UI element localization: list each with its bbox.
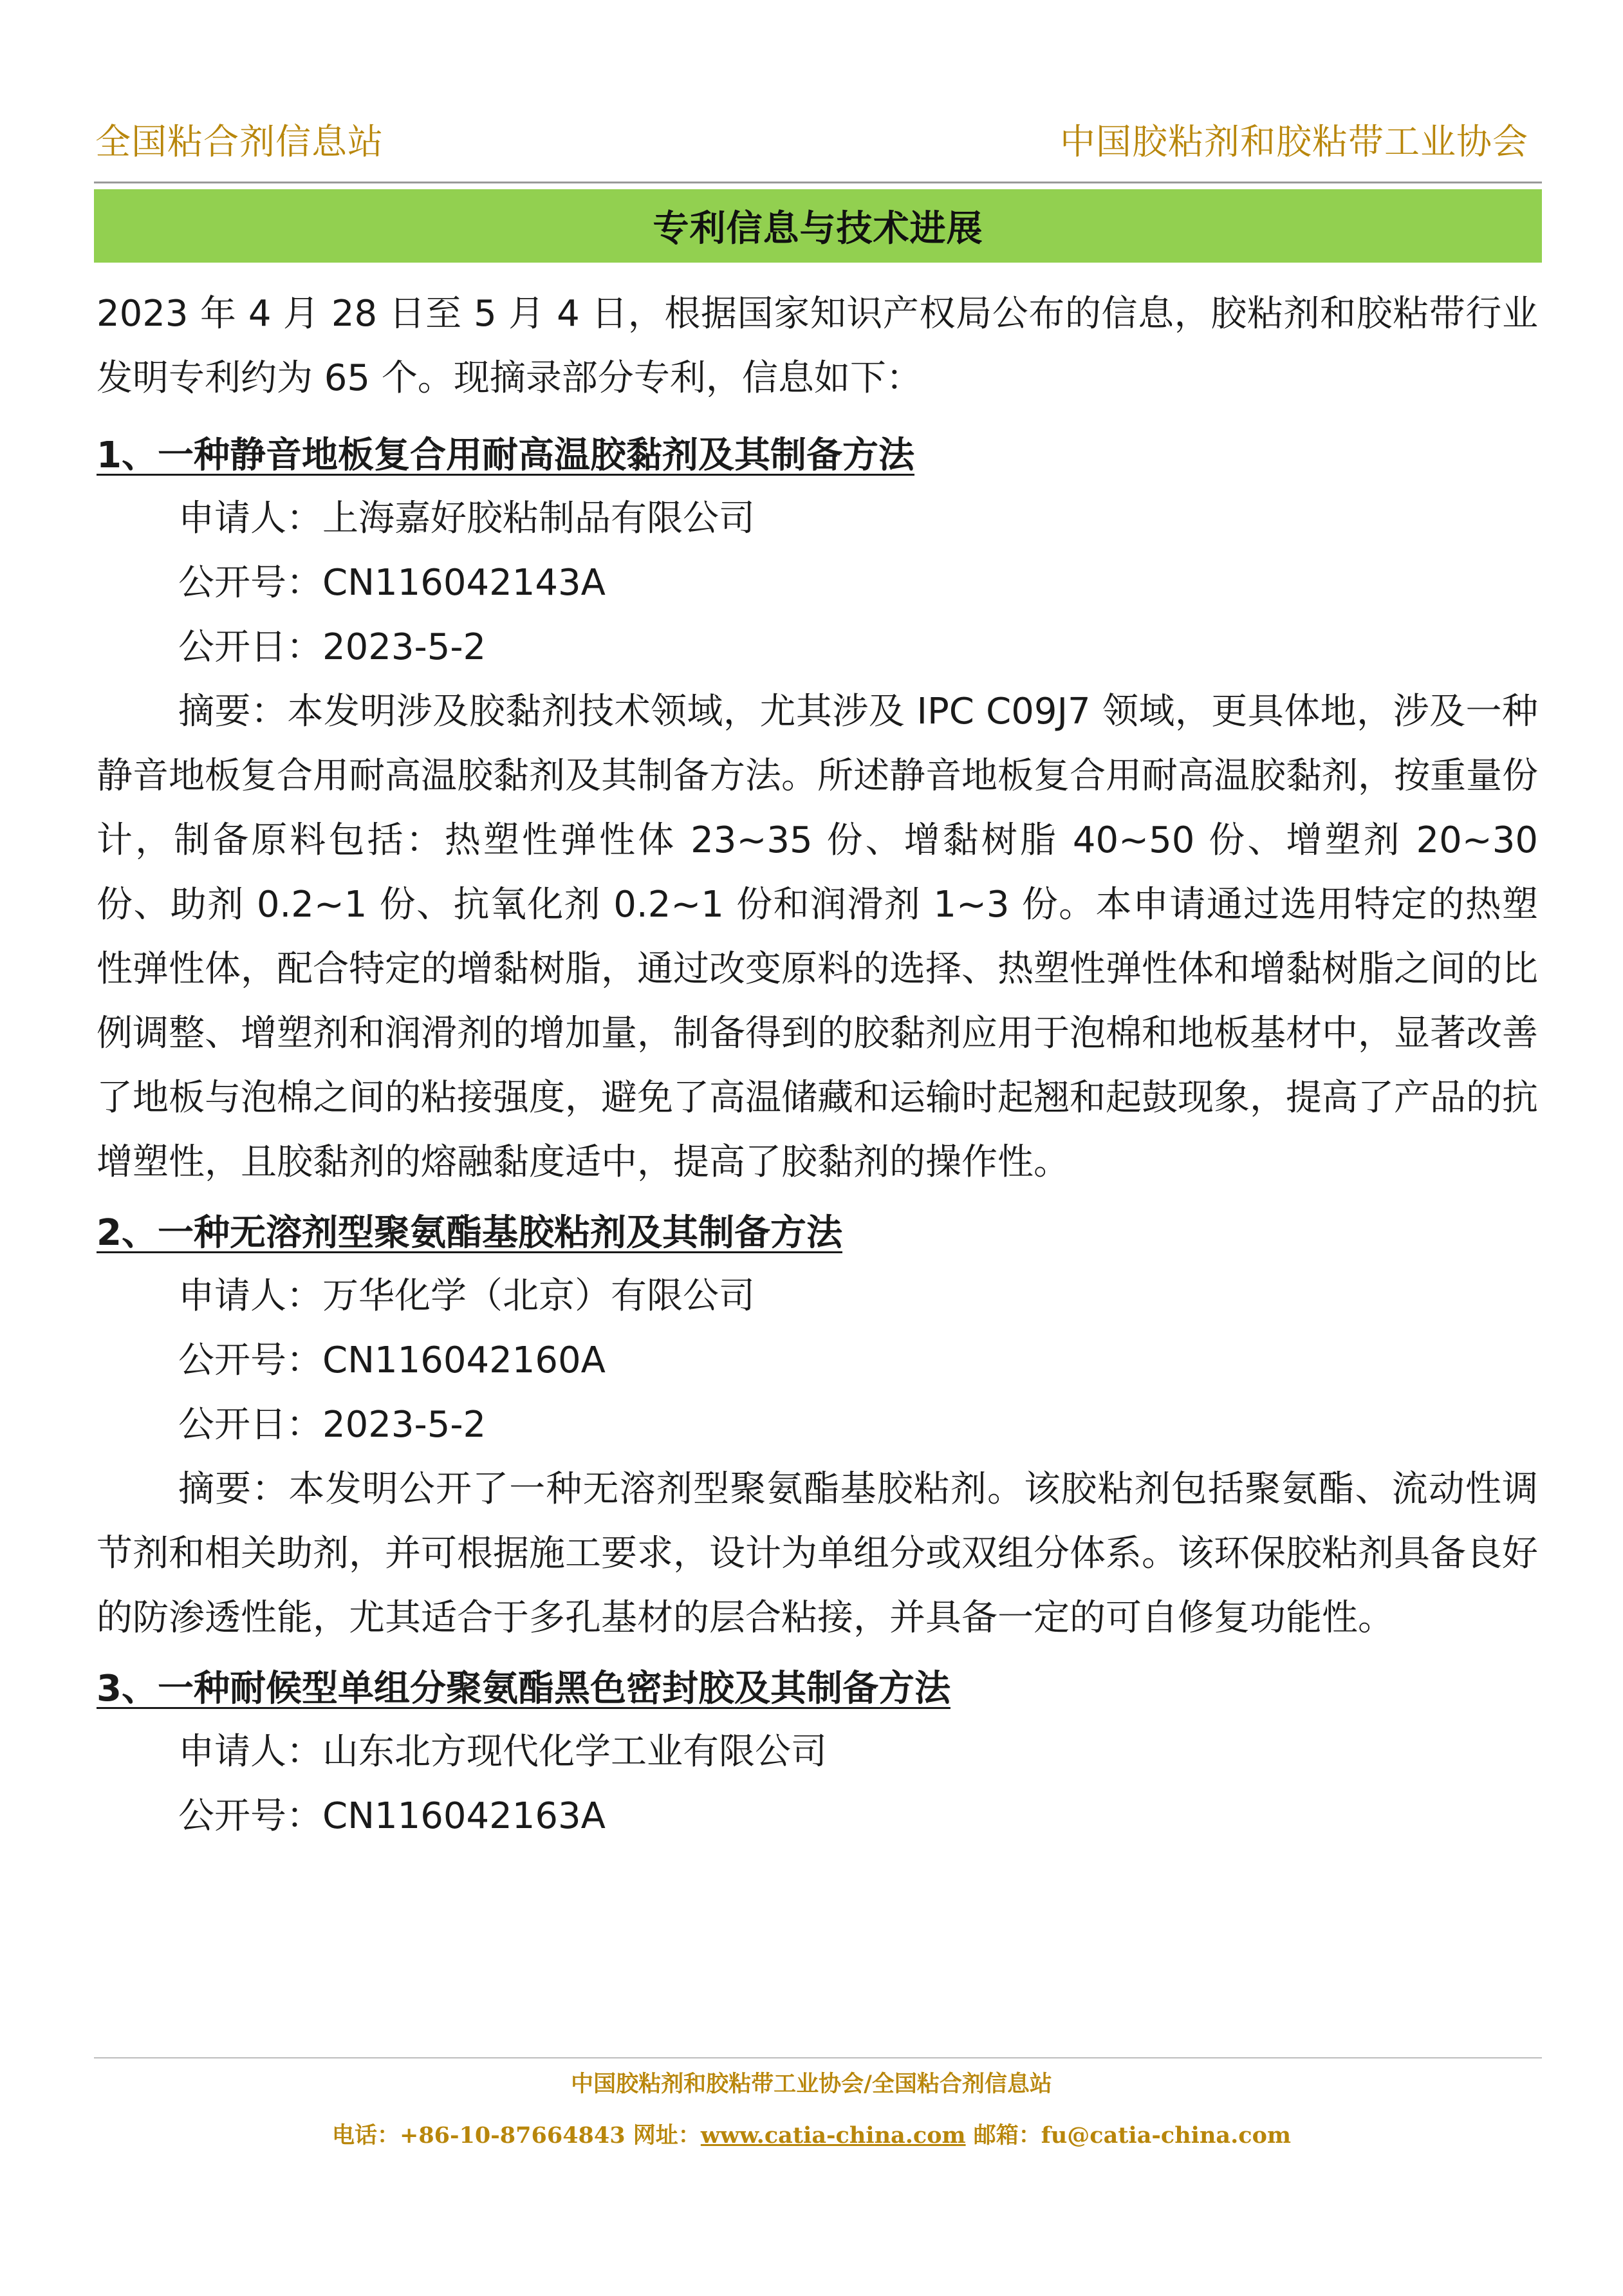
patent-pub-date-2: 公开日：2023-5-2: [178, 1404, 487, 1446]
document-body: [97, 282, 1538, 1849]
footer-divider: [94, 2057, 1542, 2058]
section-title: 专利信息与技术进展: [653, 208, 983, 250]
patent-pub-no-2: 公开号：CN116042160A: [178, 1339, 606, 1381]
footer-contact: [0, 2118, 1623, 2150]
header-site-name: 全国粘合剂信息站: [95, 121, 384, 162]
footer-phone: 电话：+86-10-87664843 网址：: [332, 2122, 701, 2149]
patent-pub-date-1: 公开日：2023-5-2: [178, 626, 487, 668]
footer-website-link[interactable]: www.catia-china.com: [700, 2122, 966, 2149]
patent-abstract-1: 摘要：本发明涉及胶黏剂技术领域，尤其涉及 IPC C09J7 领域，更具体地，涉及一种静音地板复合用耐高温胶黏剂及其制备方法。所述静音地板复合用耐高温胶黏剂，按重量份计，制备原料包括：热塑性弹性体 23~35 份、增黏树脂 40~50 份、增塑剂 20~30 份、助剂 0.2~1 份、抗氧化剂 0.2~1 份和润滑剂 1~3 份。本申请通过选用特定的热塑性弹性体，配合特定的增黏树脂，通过改变原料的选择、热塑性弹性体和增黏树脂之间的比例调整、增塑剂和润滑剂的增加量，制备得到的胶黏剂应用于泡棉和地板基材中，显著改善了地板与泡棉之间的粘接强度，避免了高温储藏和运输时起翘和起鼓现象，提高了产品的抗增塑性，且胶黏剂的熔融黏度适中，提高了胶黏剂的操作性。: [97, 691, 1538, 1183]
header-divider: [94, 182, 1542, 183]
patent-pub-no-3: 公开号：CN116042163A: [178, 1795, 606, 1837]
patent-pub-no-1: 公开号：CN116042143A: [178, 562, 606, 604]
patent-title-1: 1、一种静音地板复合用耐高温胶黏剂及其制备方法: [97, 434, 914, 476]
header-association-name: 中国胶粘剂和胶粘带工业协会: [1059, 121, 1528, 162]
patent-applicant-1: 申请人：上海嘉好胶粘制品有限公司: [178, 498, 755, 539]
section-banner: [94, 189, 1542, 263]
patent-applicant-3: 申请人：山东北方现代化学工业有限公司: [178, 1731, 827, 1773]
patent-title-2: 2、一种无溶剂型聚氨酯基胶粘剂及其制备方法: [97, 1212, 842, 1254]
intro-paragraph: 2023 年 4 月 28 日至 5 月 4 日，根据国家知识产权局公布的信息，胶粘剂和胶粘带行业发明专利约为 65 个。现摘录部分专利，信息如下：: [97, 293, 1538, 399]
patent-applicant-2: 申请人：万华化学（北京）有限公司: [178, 1275, 755, 1317]
footer-email: 邮箱：fu@catia-china.com: [965, 2122, 1291, 2149]
patent-title-3: 3、一种耐候型单组分聚氨酯黑色密封胶及其制备方法: [97, 1668, 951, 1710]
patent-abstract-2: 摘要：本发明公开了一种无溶剂型聚氨酯基胶粘剂。该胶粘剂包括聚氨酯、流动性调节剂和相关助剂，并可根据施工要求，设计为单组分或双组分体系。该环保胶粘剂具备良好的防渗透性能，尤其适合于多孔基材的层合粘接，并具备一定的可自修复功能性。: [97, 1468, 1538, 1639]
footer-organization: 中国胶粘剂和胶粘带工业协会/全国粘合剂信息站: [571, 2071, 1052, 2097]
